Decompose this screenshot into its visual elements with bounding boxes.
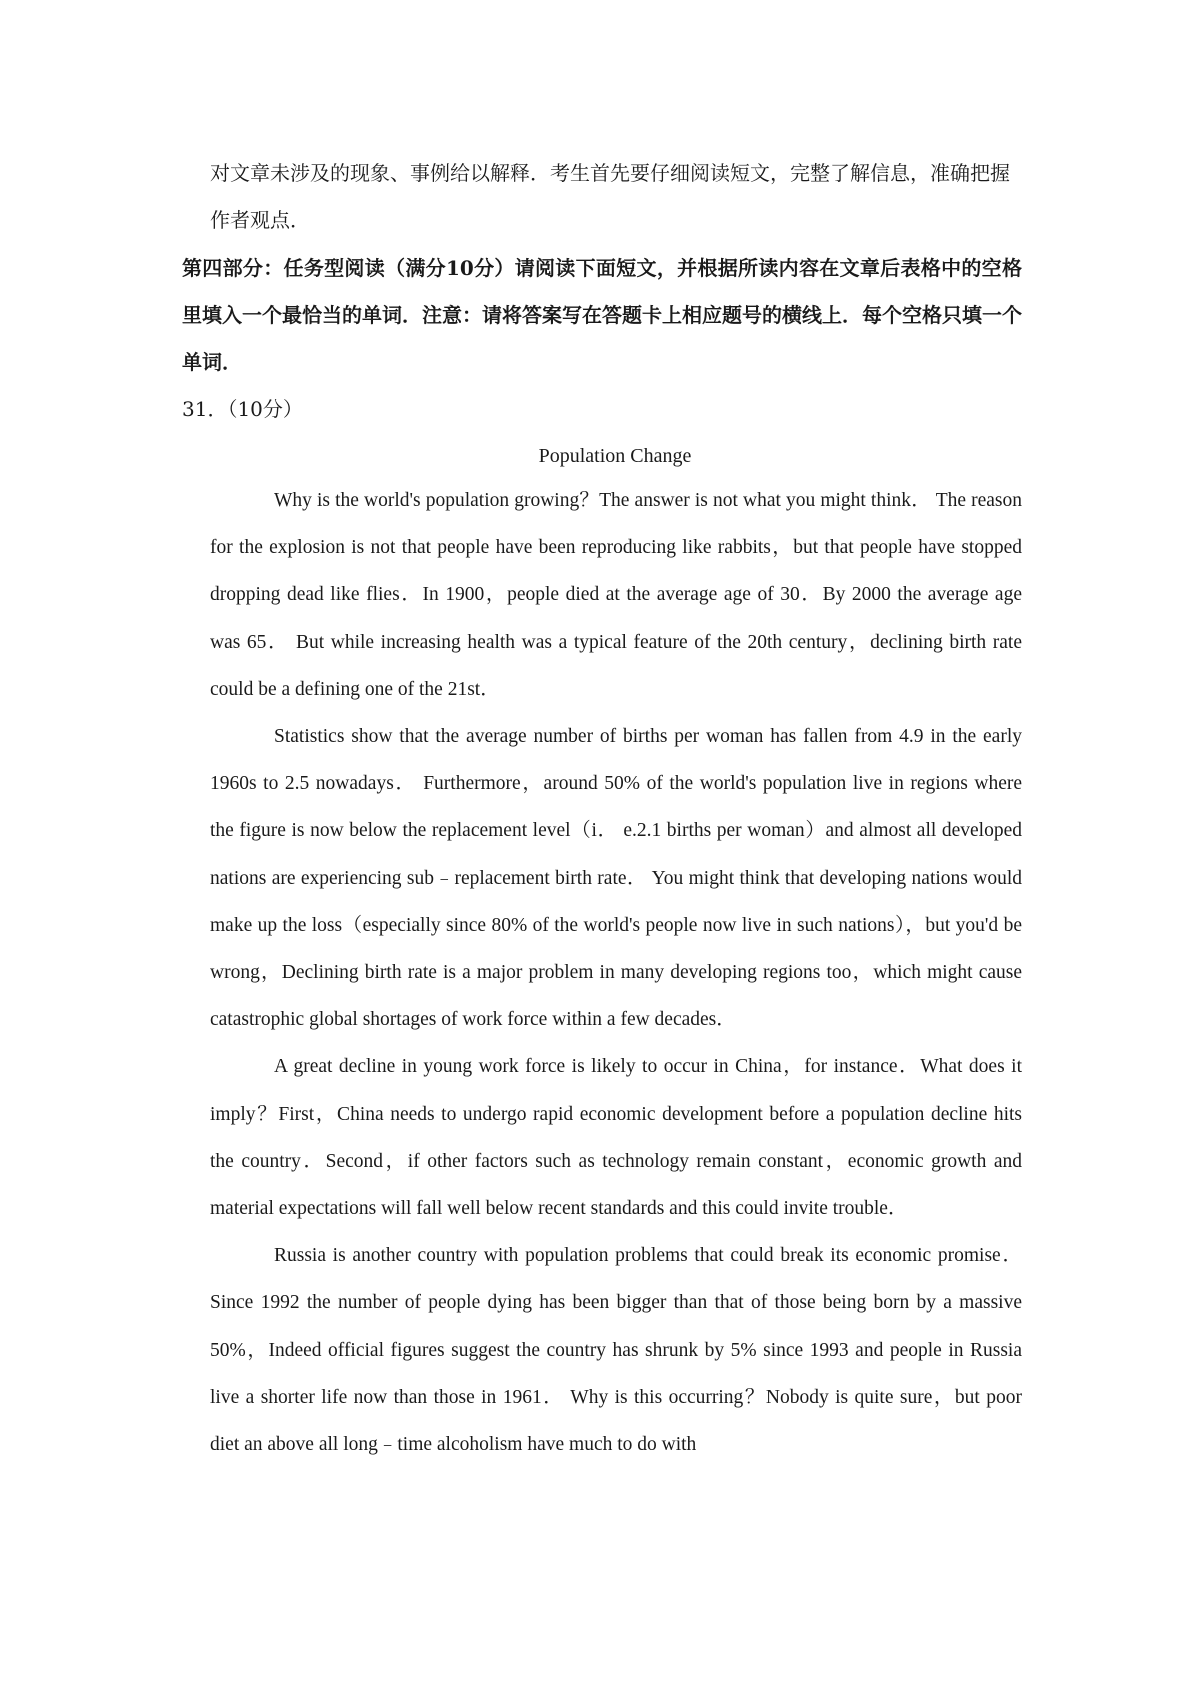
question-number: 31．（10分） bbox=[182, 397, 303, 421]
article-paragraph-3: A great decline in young work force is likely to occur in China，for instance．What does it imply？First，China needs to undergo rapid economic development before a population decline hits the country．Second，if other factors such as technology remain constant，economic growth and material expectations will fall well below recent standards and this could invite trouble． bbox=[210, 1056, 1022, 1220]
intro-text: 对文章未涉及的现象、事例给以解释．考生首先要仔细阅读短文，完整了解信息，准确把握作者观点． bbox=[210, 161, 1010, 232]
article-title: Population Change bbox=[538, 445, 692, 467]
article-paragraph-4: Russia is another country with population problems that could break its economic promise． Since 1992 the number of people dying has been bigger than that of those being born by a massive 50%，Indeed official figures suggest the country has shrunk by 5% since 1993 and people in Russia live a shorter life now than those in 1961． Why is this occurring？Nobody is quite sure，but poor diet an above all long﹣time alcoholism have much to do with bbox=[210, 1245, 1022, 1456]
section-heading: 第四部分：任务型阅读（满分10分）请阅读下面短文，并根据所读内容在文章后表格中的空格里填入一个最恰当的单词．注意：请将答案写在答题卡上相应题号的横线上．每个空格只填一个单词． bbox=[182, 256, 1022, 374]
article-paragraph-1: Why is the world's population growing？The answer is not what you might think． The reason for the explosion is not that people have been reproducing like rabbits，but that people have stopped dropping dead like flies．In 1900，people died at the average age of 30．By 2000 the average age was 65． But while increasing health was a typical feature of the 20th century，declining birth rate could be a defining one of the 21st． bbox=[210, 490, 1022, 700]
article-paragraph-2: Statistics show that the average number of births per woman has fallen from 4.9 in the early 1960s to 2.5 nowadays． Furthermore，around 50% of the world's population live in regions where the figure is now below the replacement level（i． e.2.1 births per woman）and almost all developed nations are experiencing sub﹣replacement birth rate． You might think that developing nations would make up the loss（especially since 80% of the world's people now live in such nations），but you'd be wrong，Declining birth rate is a major problem in many developing regions too，which might cause catastrophic global shortages of work force within a few decades． bbox=[210, 726, 1022, 1031]
article-body bbox=[210, 477, 1022, 1468]
